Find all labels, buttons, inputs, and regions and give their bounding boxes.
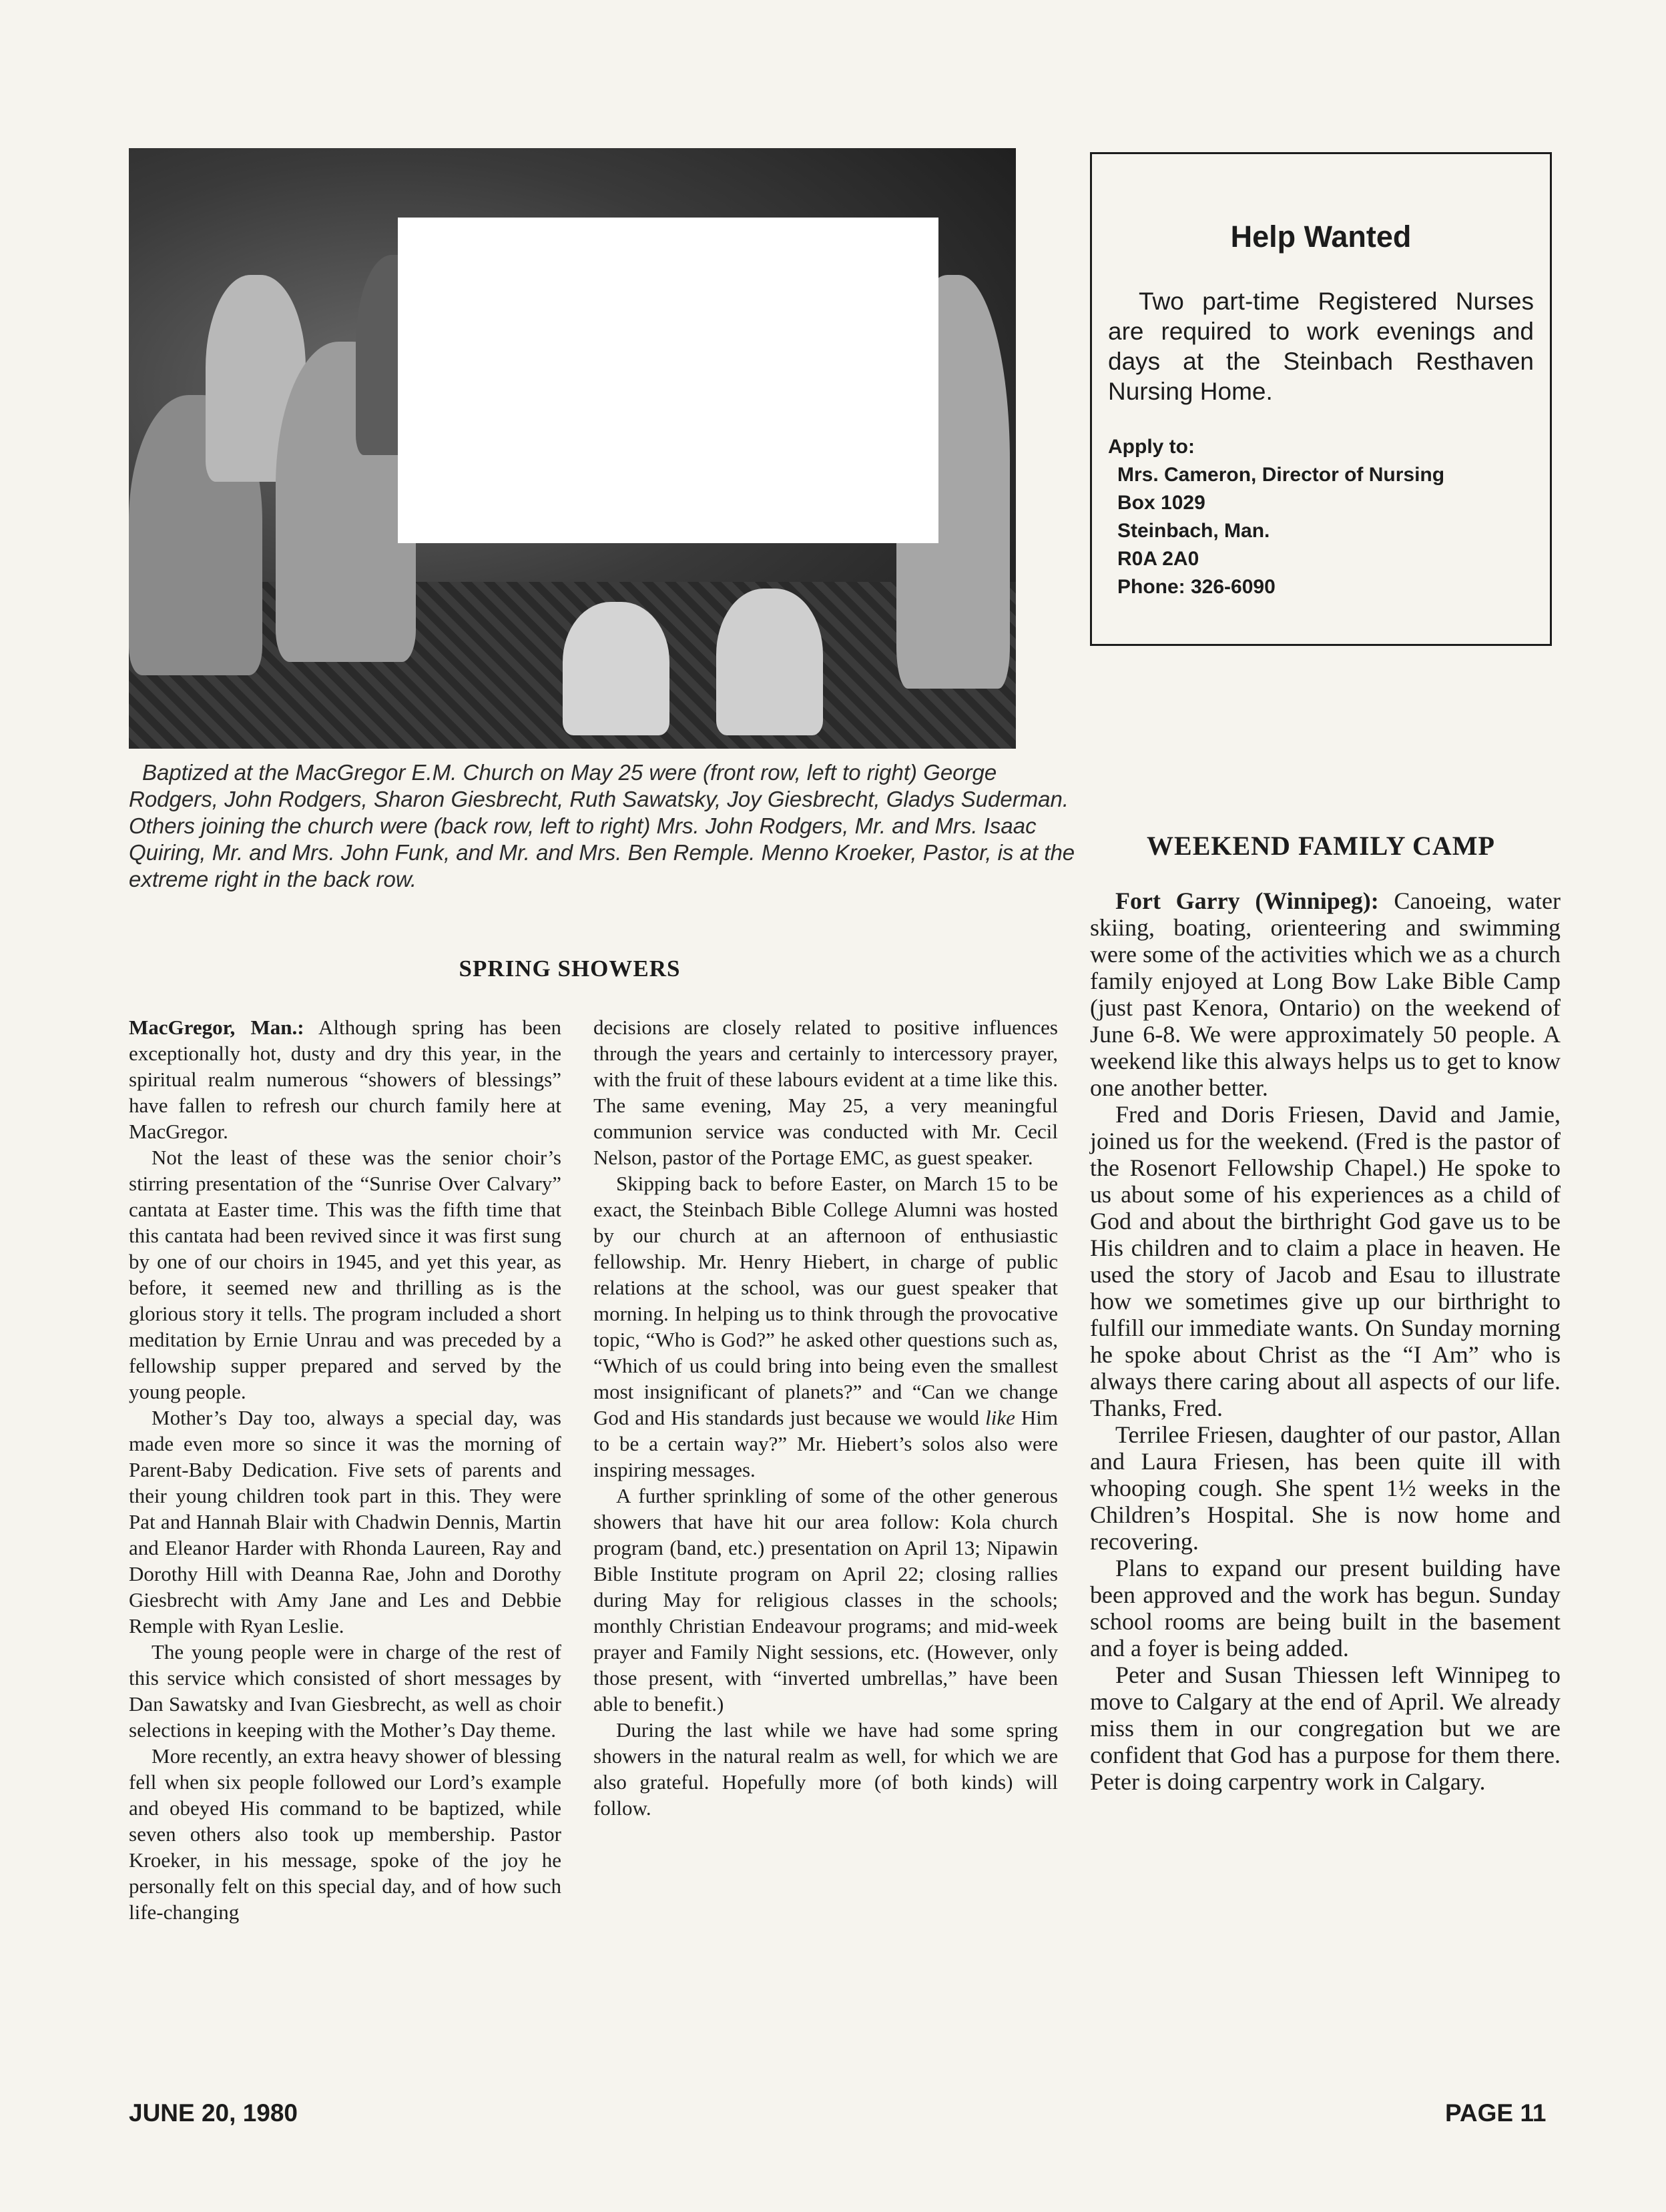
dateline: MacGregor, Man.: [129, 1016, 304, 1039]
article-paragraph: Terrilee Friesen, daughter of our pastor, Allan and Laura Friesen, has been quite ill with whooping cough. She spent 1½ weeks in the Children’s Hospital. She is now home and recovering. [1090, 1421, 1561, 1555]
article-paragraph: Not the least of these was the senior choir’s stirring presentation of the “Sunrise Over Calvary” cantata at Easter time. This was the fifth time that this cantata had been revived since it was first sung by one of our choirs in 1945, and yet this year, as before, it seemed new and thrilling as is the glorious story it tells. The program included a short meditation by Ernie Unrau and was preceded by a fellowship supper prepared and served by the young people. [129, 1146, 561, 1403]
dateline: Fort Garry (Winnipeg): [1115, 887, 1379, 914]
article-paragraph: Peter and Susan Thiessen left Winnipeg to move to Calgary at the end of April. We already miss them in our congregation but we are confident that God has a purpose for them there. Peter is doing carpentry work in Calgary. [1090, 1662, 1561, 1795]
spring-showers-column-1 [129, 1014, 561, 1925]
apply-label: Apply to: [1108, 436, 1195, 458]
issue-date: JUNE 20, 1980 [129, 2099, 298, 2127]
article-paragraph: More recently, an extra heavy shower of blessing fell when six people followed our Lord’s example and obeyed His command to be baptized, while seven others also took up membership. Pastor Kroeker, in his message, spoke of the joy he personally felt on this special day, and of how such life-changing [129, 1744, 561, 1924]
photo-caption: Baptized at the MacGregor E.M. Church on May 25 were (front row, left to right) George Rodgers, John Rodgers, Sharon Giesbrecht, Ruth Sawatsky, Joy Giesbrecht, Gladys Suderman. Others joining the church were (back row, left to right) Mrs. John Rodgers, Mr. and Mrs. Isaac Quiring, Mr. and Mrs. John Funk, and Mr. and Mrs. Ben Remple. Menno Kroeker, Pastor, is at the extreme right in the back row. [129, 760, 1075, 891]
contact-city: Steinbach, Man. [1117, 520, 1270, 542]
article-paragraph: decisions are closely related to positive influences through the years and certainly to intercessory prayer, with the fruit of these labours evident at a time like this. The same evening, May 25, a very meaningful communion service was conducted with Mr. Cecil Nelson, pastor of the Portage EMC, as guest speaker. [593, 1016, 1058, 1169]
spring-showers-heading: SPRING SHOWERS [459, 956, 681, 982]
article-paragraph: MacGregor, Man.: Although spring has been exceptionally hot, dusty and dry this year, in the spiritual realm numerous “showers of blessings” have fallen to refresh our church family here at MacGregor. [129, 1016, 561, 1143]
page-number: PAGE 11 [1445, 2099, 1547, 2127]
article-paragraph: Plans to expand our present building have been approved and the work has begun. Sunday school rooms are being built in the basement and a foyer is being added. [1090, 1555, 1561, 1662]
article-paragraph: Fred and Doris Friesen, David and Jamie, joined us for the weekend. (Fred is the pastor of the Rosenort Fellowship Chapel.) He spoke to us about some of his experiences as a child of God and about the birthright God gave us to be His children and to claim a place in heaven. He used the story of Jacob and Esau to illustrate how we sometimes give up our birthright to fulfill our immediate wants. On Sunday morning he spoke about Christ as the “I Am” who is always there caring about all aspects of our life. Thanks, Fred. [1090, 1101, 1561, 1421]
help-wanted-box [1090, 152, 1552, 646]
photo-person [563, 602, 669, 735]
weekend-camp-heading: WEEKEND FAMILY CAMP [1147, 831, 1495, 861]
weekend-camp-column [1090, 887, 1561, 1795]
article-paragraph: Mother’s Day too, always a special day, was made even more so since it was the morning of Parent-Baby Dedication. Five sets of parents and their young children took part in this. They were Pat and Hannah Blair with Chadwin Dennis, Martin and Eleanor Harder with Rhonda Laureen, Ray and Dorothy Hill with Deanna Rae, John and Dorothy Giesbrecht with Amy Jane and Les and Debbie Remple with Ryan Leslie. [129, 1406, 561, 1637]
contact-postal: R0A 2A0 [1117, 548, 1199, 570]
help-wanted-body: Two part-time Registered Nurses are required to work evenings and days at the Steinbach Resthaven Nursing Home. [1108, 288, 1534, 405]
contact-phone: Phone: 326-6090 [1117, 576, 1276, 598]
photo-person [716, 589, 823, 735]
contact-name: Mrs. Cameron, Director of Nursing [1117, 464, 1445, 486]
help-wanted-title: Help Wanted [1230, 220, 1412, 254]
article-paragraph: During the last while we have had some spring showers in the natural realm as well, for which we are also grateful. Hopefully more (of both kinds) will follow. [593, 1718, 1058, 1820]
contact-box: Box 1029 [1117, 492, 1205, 514]
article-paragraph: Skipping back to before Easter, on March 15 to be exact, the Steinbach Bible College Alumni was hosted by our church at an afternoon of enthusiastic fellowship. Mr. Henry Hiebert, in charge of public relations at the school, was our guest speaker that morning. In helping us to think through the provocative topic, “Who is God?” he asked other questions such as, “Which of us could bring into being even the smallest most insignificant of planets?” and “Can we change God and His standards just because we would like Him to be a certain way?” Mr. Hiebert’s solos also were inspiring messages. [593, 1172, 1058, 1481]
spring-showers-column-2 [593, 1014, 1058, 1821]
article-paragraph: A further sprinkling of some of the other generous showers that have hit our area follow: Kola church program (band, etc.) presentation on April 13; Nipawin Bible Institute program on April 22; closing rallies during May for religious classes in the schools; monthly Christian Endeavour programs; and mid-week prayer and Family Night sessions, etc. (However, only those present, with “inverted umbrellas,” have been able to benefit.) [593, 1484, 1058, 1716]
redacted-area [398, 218, 938, 543]
help-wanted-contact [1108, 433, 1444, 601]
article-paragraph: Fort Garry (Winnipeg): Canoeing, water skiing, boating, orienteering and swimming were some of the activities which we as a church family enjoyed at Long Bow Lake Bible Camp (just past Kenora, Ontario) on the weekend of June 6-8. We were approximately 50 people. A weekend like this always helps us to get to know one another better. [1090, 887, 1561, 1101]
article-paragraph: The young people were in charge of the rest of this service which consisted of short messages by Dan Sawatsky and Ivan Giesbrecht, as well as choir selections in keeping with the Mother’s Day theme. [129, 1640, 561, 1742]
